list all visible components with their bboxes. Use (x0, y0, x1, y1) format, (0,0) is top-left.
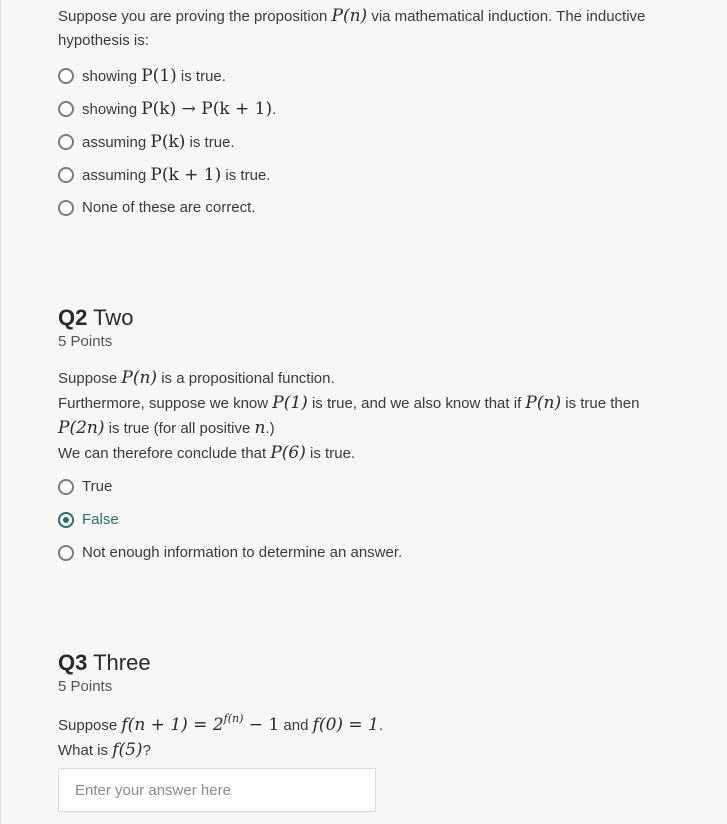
q3-prompt: Suppose $f(n + 1) = 2^{f(n)} - 1$ and f(0) = 1. What is f(5)? (58, 712, 384, 760)
q1-options (58, 59, 698, 224)
radio-button[interactable] (58, 545, 74, 561)
q2-section (58, 305, 698, 569)
q3-points: 5 Points (58, 678, 113, 695)
q1-prompt (58, 4, 698, 53)
radio-button[interactable] (58, 479, 74, 495)
radio-button[interactable] (58, 167, 74, 183)
q2-option-true[interactable] (58, 470, 698, 503)
q1-prompt-math: P(n) (331, 6, 368, 26)
q2-option-false[interactable] (58, 503, 698, 536)
q2-options (58, 470, 698, 569)
q1-prompt-text: Suppose you are proving the proposition (58, 8, 332, 25)
radio-button-selected[interactable] (58, 512, 74, 528)
radio-button[interactable] (58, 200, 74, 216)
option-math: P(k + 1) (150, 164, 222, 185)
q1-option-2[interactable]: showing P(k) → P(k + 1). (58, 92, 698, 125)
q2-number: Q2 (58, 305, 88, 330)
option-label: True (82, 478, 113, 495)
q3-number: Q3 (58, 650, 88, 675)
q2-heading (58, 305, 698, 331)
radio-button[interactable] (58, 68, 74, 84)
q3-heading (58, 650, 698, 676)
q2-option-not-enough[interactable] (58, 536, 698, 569)
radio-button[interactable] (58, 101, 74, 117)
q1-prompt-text-2: via mathematical induction. The inductive (367, 8, 646, 25)
q3-answer-input[interactable] (58, 768, 376, 812)
q1-option-4[interactable]: assuming P(k + 1) is true. (58, 158, 698, 191)
option-label: Not enough information to determine an answer. (82, 544, 403, 561)
q3-section (58, 650, 698, 763)
option-math: P(1) (141, 65, 177, 86)
option-math: P(k) (150, 131, 186, 152)
q3-title: Three (93, 650, 151, 675)
radio-button[interactable] (58, 134, 74, 150)
page-left-border (0, 0, 1, 824)
q1-section (58, 4, 698, 224)
q1-prompt-text-3: hypothesis is: (58, 32, 149, 49)
q2-points: 5 Points (58, 333, 113, 350)
q1-option-5[interactable]: None of these are correct. (58, 191, 698, 224)
option-math: P(k) → P(k + 1) (141, 98, 273, 119)
option-label: False (82, 511, 119, 528)
q2-prompt: Suppose P(n) is a propositional function. Furthermore, suppose we know P(1) is true, and we also know that if P(n) is true then P(2n) is true (for all positive n.) We can therefore conclude that P(6) is true. (58, 368, 640, 463)
q1-option-1[interactable]: showing P(1) is true. (58, 59, 698, 92)
q2-title: Two (93, 305, 134, 330)
q1-option-3[interactable]: assuming P(k) is true. (58, 125, 698, 158)
